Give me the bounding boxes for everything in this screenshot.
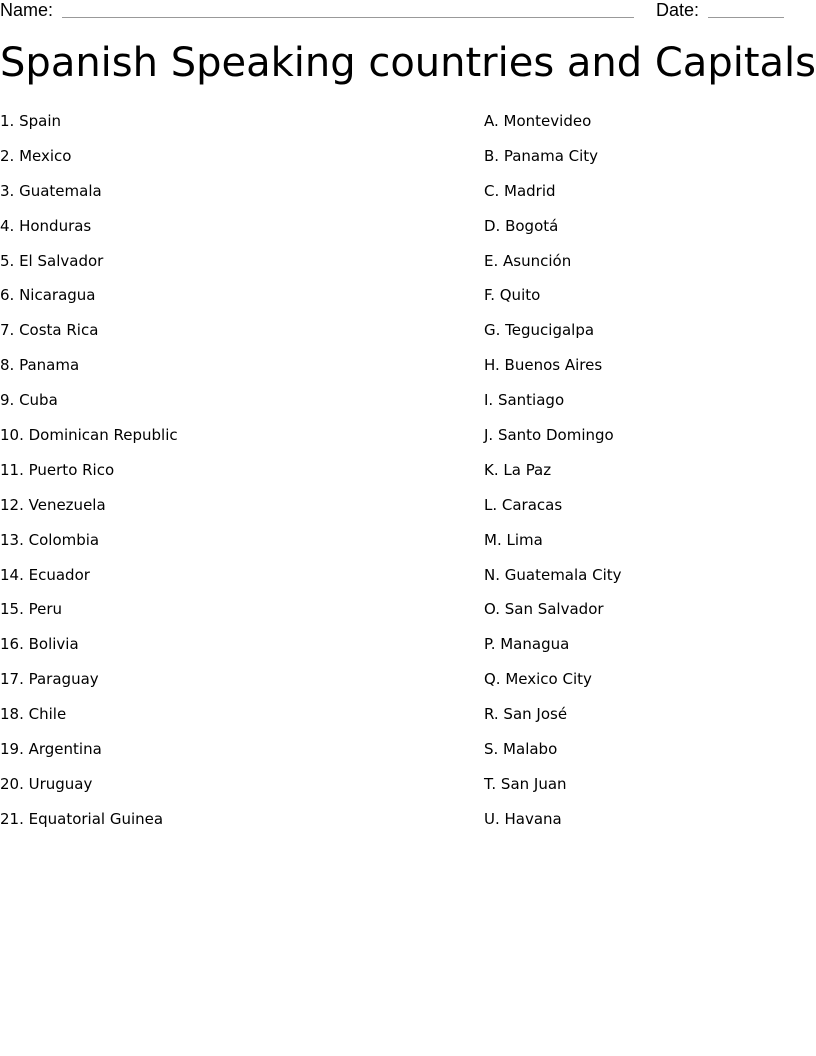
country-item: 6. Nicaragua (0, 286, 96, 305)
capitals-list (484, 112, 622, 845)
page-title: Spanish Speaking countries and Capitals (0, 40, 816, 86)
capital-item: H. Buenos Aires (484, 356, 603, 375)
capital-item: C. Madrid (484, 181, 556, 200)
country-item: 10. Dominican Republic (0, 426, 178, 445)
date-blank-line (708, 17, 784, 18)
country-item: 14. Ecuador (0, 565, 90, 584)
name-blank-line (62, 17, 634, 18)
capital-item: E. Asunción (484, 251, 572, 270)
country-item: 15. Peru (0, 600, 63, 619)
capital-item: I. Santiago (484, 391, 565, 410)
country-item: 13. Colombia (0, 530, 100, 549)
country-item: 16. Bolivia (0, 635, 79, 654)
country-item: 4. Honduras (0, 216, 92, 235)
name-label: Name: (0, 0, 54, 20)
country-item: 2. Mexico (0, 146, 72, 165)
capital-item: G. Tegucigalpa (484, 321, 595, 340)
capital-item: N. Guatemala City (484, 565, 622, 584)
header (0, 0, 816, 22)
country-item: 7. Costa Rica (0, 321, 99, 340)
capital-item: R. San José (484, 705, 568, 724)
capital-item: M. Lima (484, 530, 543, 549)
country-item: 20. Uruguay (0, 774, 93, 793)
capital-item: K. La Paz (484, 460, 552, 479)
country-item: 12. Venezuela (0, 495, 106, 514)
country-item: 9. Cuba (0, 391, 58, 410)
country-item: 11. Puerto Rico (0, 460, 115, 479)
countries-list (0, 112, 178, 845)
date-label: Date: (656, 0, 700, 20)
country-item: 17. Paraguay (0, 670, 99, 689)
capital-item: T. San Juan (484, 774, 567, 793)
capital-item: Q. Mexico City (484, 670, 592, 689)
country-item: 5. El Salvador (0, 251, 104, 270)
country-item: 3. Guatemala (0, 181, 102, 200)
capital-item: P. Managua (484, 635, 570, 654)
country-item: 21. Equatorial Guinea (0, 809, 164, 828)
capital-item: B. Panama City (484, 146, 599, 165)
capital-item: A. Montevideo (484, 112, 592, 130)
capital-item: O. San Salvador (484, 600, 604, 619)
capital-item: F. Quito (484, 286, 541, 305)
capital-item: S. Malabo (484, 740, 558, 759)
capital-item: L. Caracas (484, 495, 563, 514)
capital-item: U. Havana (484, 809, 562, 828)
country-item: 8. Panama (0, 356, 80, 375)
capital-item: J. Santo Domingo (484, 426, 614, 445)
country-item: 19. Argentina (0, 740, 102, 759)
capital-item: D. Bogotá (484, 216, 559, 235)
country-item: 18. Chile (0, 705, 67, 724)
country-item: 1. Spain (0, 112, 61, 130)
